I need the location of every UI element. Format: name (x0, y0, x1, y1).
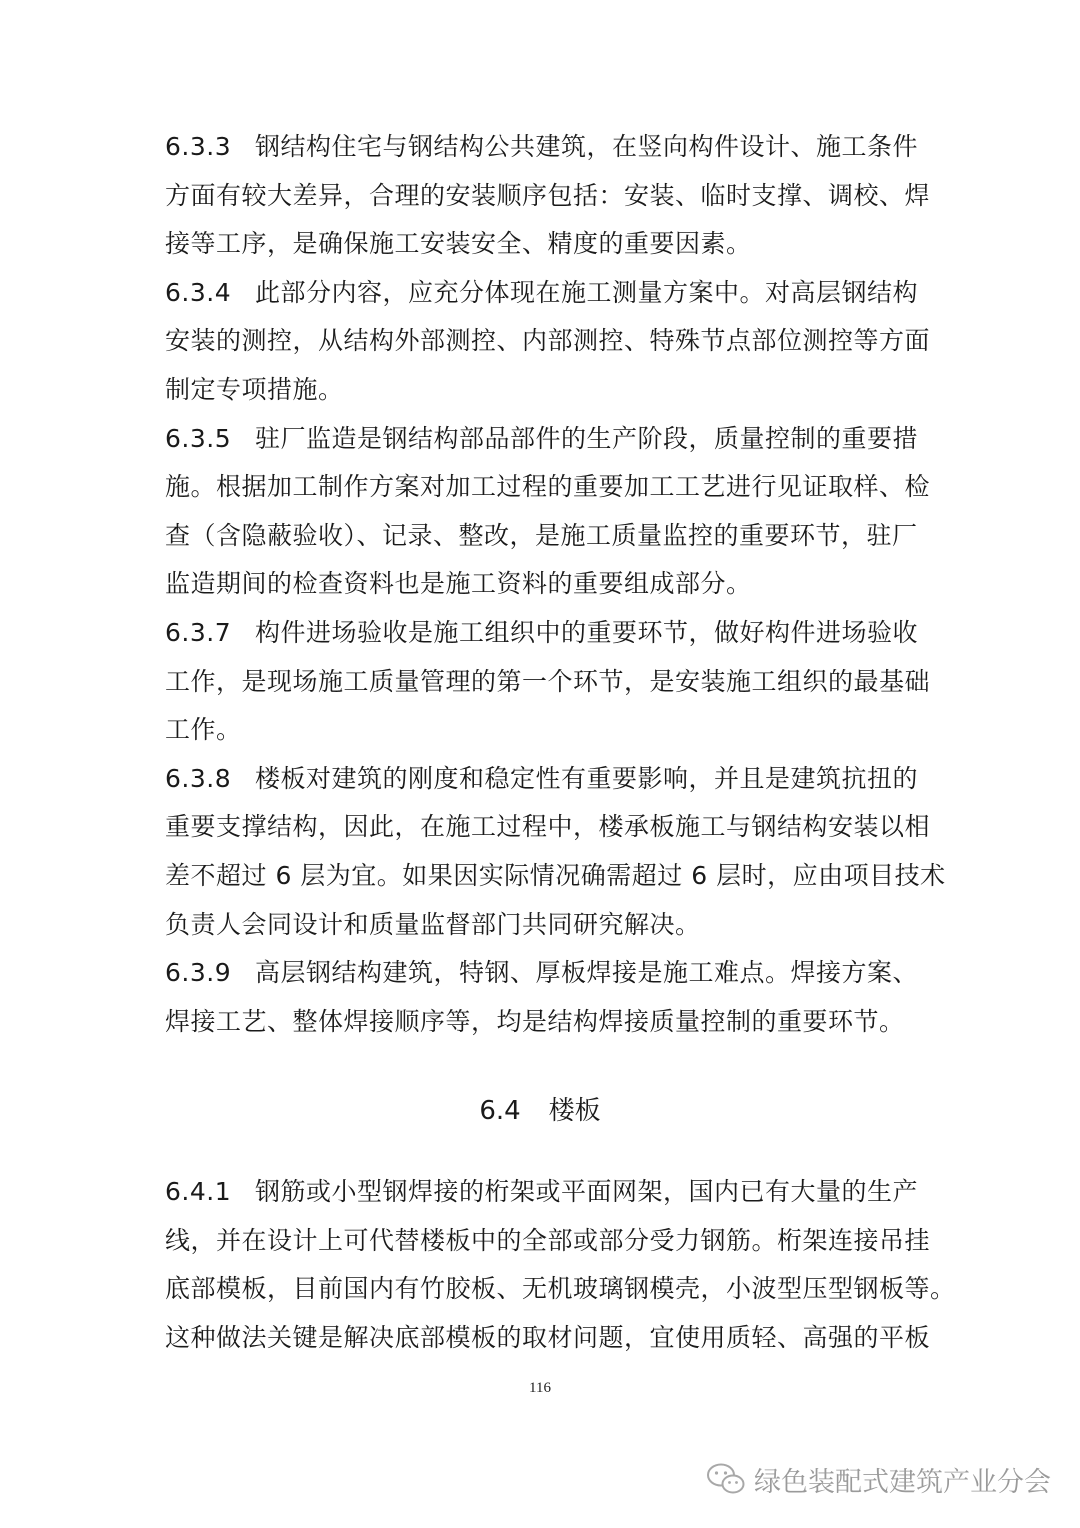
paragraph-line (165, 901, 917, 949)
paragraph-line (165, 172, 931, 220)
paragraph-line (165, 998, 917, 1046)
line-text: 负责人会同设计和质量监督部门共同研究解决。 (165, 909, 701, 939)
paragraph-line (165, 317, 931, 365)
paragraph-line (165, 512, 917, 560)
clause-number: 6.3.8 (165, 763, 232, 793)
paragraph-line (165, 1314, 931, 1362)
line-text: 高层钢结构建筑，特钢、厚板焊接是施工难点。焊接方案、 (255, 958, 919, 988)
line-text: 方面有较大差异，合理的安装顺序包括：安装、临时支撑、调校、焊 (165, 180, 931, 210)
paragraph-line (165, 463, 931, 511)
line-text: 焊接工艺、整体焊接顺序等，均是结构焊接质量控制的重要环节。 (165, 1006, 905, 1036)
clause-number: 6.3.9 (165, 958, 232, 988)
paragraph-line (165, 852, 946, 900)
line-text: 制定专项措施。 (165, 375, 344, 404)
paragraph-line (165, 366, 917, 414)
line-text: 查（含隐蔽验收）、记录、整改，是施工质量监控的重要环节，驻厂 (165, 520, 918, 550)
paragraph-line (165, 1168, 917, 1216)
line-text: 此部分内容，应充分体现在施工测量方案中。对高层钢结构 (255, 277, 919, 307)
watermark (706, 1454, 1051, 1504)
section-heading (0, 1087, 1080, 1135)
line-text: 钢结构住宅与钢结构公共建筑，在竖向构件设计、施工条件 (255, 132, 919, 161)
clause-number: 6.3.4 (165, 277, 232, 307)
page-number: 116 (529, 1380, 551, 1396)
line-text: 构件进场验收是施工组织中的重要环节，做好构件进场验收 (255, 618, 919, 647)
line-text: 监造期间的检查资料也是施工资料的重要组成部分。 (165, 569, 752, 599)
line-text: 重要支撑结构，因此，在施工过程中，楼承板施工与钢结构安装以相 (165, 812, 931, 842)
clause-number: 6.3.3 (165, 132, 232, 161)
line-text: 驻厂监造是钢结构部品部件的生产阶段，质量控制的重要措 (255, 423, 919, 453)
line-text: 工作。 (165, 715, 242, 745)
clause-number: 6.3.7 (165, 618, 232, 647)
paragraph-line (165, 755, 917, 803)
line-text: 底部模板，目前国内有竹胶板、无机玻璃钢模壳，小波型压型钢板等。 (165, 1274, 956, 1304)
line-text: 钢筋或小型钢焊接的桁架或平面网架，国内已有大量的生产 (255, 1177, 919, 1206)
line-text: 这种做法关键是解决底部模板的取材问题，宜使用质轻、高强的平板 (165, 1322, 931, 1352)
paragraph-line (165, 415, 917, 463)
section-number: 6.4 (479, 1096, 521, 1126)
line-text: 差不超过 6 层为宜。如果因实际情况确需超过 6 层时，应由项目技术 (165, 861, 946, 890)
paragraph-line (165, 949, 917, 997)
paragraph-line (165, 1217, 931, 1265)
line-text: 楼板对建筑的刚度和稳定性有重要影响，并且是建筑抗扭的 (255, 763, 919, 793)
line-text: 施。根据加工制作方案对加工过程的重要加工工艺进行见证取样、检 (165, 472, 931, 502)
paragraph-line (165, 609, 917, 657)
clause-number: 6.3.5 (165, 423, 232, 453)
paragraph-line (165, 706, 917, 754)
paragraph-line (165, 803, 931, 851)
section-title: 楼板 (548, 1096, 601, 1126)
paragraph-line (165, 269, 917, 317)
wechat-icon (706, 1462, 746, 1496)
paragraph-line (165, 560, 917, 608)
paragraph-line (165, 220, 917, 268)
line-text: 工作，是现场施工质量管理的第一个环节，是安装施工组织的最基础 (165, 666, 931, 696)
line-text: 接等工序，是确保施工安装安全、精度的重要因素。 (165, 229, 752, 259)
line-text: 安装的测控，从结构外部测控、内部测控、特殊节点部位测控等方面 (165, 326, 931, 356)
line-text: 线，并在设计上可代替楼板中的全部或部分受力钢筋。桁架连接吊挂 (165, 1225, 931, 1255)
clause-number: 6.4.1 (165, 1177, 232, 1206)
paragraph-line (165, 123, 917, 171)
paragraph-line (165, 658, 931, 706)
watermark-text: 绿色装配式建筑产业分会 (754, 1466, 1051, 1498)
paragraph-line (165, 1265, 956, 1313)
